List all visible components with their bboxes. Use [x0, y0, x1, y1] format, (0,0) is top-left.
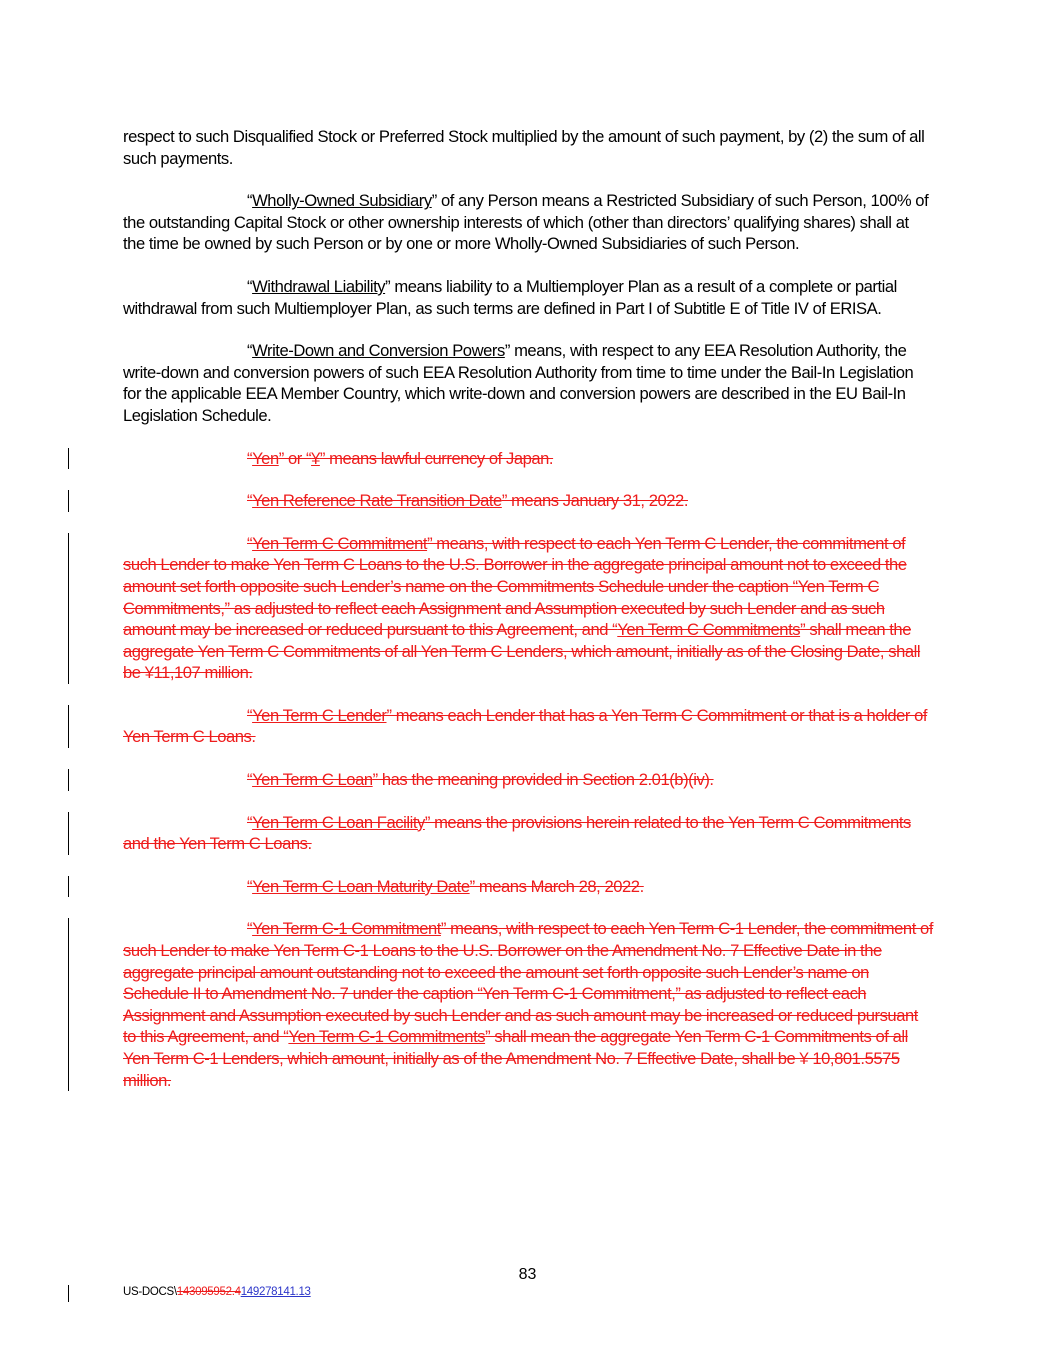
defined-term: Yen	[252, 448, 279, 468]
document-body	[123, 126, 933, 1112]
paragraph-text: respect to such Disqualified Stock or Preferred Stock multiplied by the amount of such payment, by (2) the sum of all such payments.	[123, 127, 925, 168]
deleted-definition-paragraph	[123, 918, 933, 1091]
paragraph-text: “	[247, 812, 253, 832]
paragraph-text: ” means each Lender that has a Yen Term C Commitment or that is a holder of Yen Term C Loans.	[123, 705, 928, 747]
document-id-prefix: US-DOCS\	[123, 1286, 177, 1298]
paragraph-text: ” means, with respect to any EEA Resolution Authority, the write-down and conversion powers of such EEA Resolution Authority from time to time under the Bail-In Legislation for the applicable EEA Member Country, which write-down and conversion powers are described in the EU Bail-In Legislation Schedule.	[123, 341, 914, 425]
definition-paragraph	[123, 276, 933, 319]
paragraph-text: ” means January 31, 2022.	[501, 491, 688, 511]
change-bar	[68, 876, 69, 898]
change-bar	[68, 769, 69, 791]
deleted-definition-paragraph	[123, 705, 933, 748]
defined-term: Withdrawal Liability	[252, 276, 386, 296]
change-bar	[68, 490, 69, 512]
page-number: 83	[518, 1266, 537, 1283]
defined-term: Yen Term C-1 Commitments	[288, 1027, 486, 1047]
defined-term: Wholly-Owned Subsidiary	[252, 191, 432, 211]
defined-term: Yen Reference Rate Transition Date	[252, 491, 502, 511]
paragraph-text: ” or “	[278, 448, 312, 468]
defined-term: ¥	[311, 448, 320, 468]
definition-paragraph	[123, 340, 933, 426]
change-bar	[68, 812, 69, 855]
paragraph-text: ” means, with respect to each Yen Term C-1 Lender, the commitment of such Lender to make Yen Term C-1 Loans to the U.S. Borrower on the Amendment No. 7 Effective Date in the aggregate principal amount outstanding not to exceed the amount set forth opposite such Lender’s name on Schedule II to Amendment No. 7 under the caption “Yen Term C-1 Commitment,” as adjusted to reflect each Assignment and Assumption executed by such Lender and as such amount may be increased or reduced pursuant to this Agreement, and “	[123, 919, 933, 1047]
paragraph-text: “	[247, 491, 253, 511]
change-bar	[68, 705, 69, 748]
defined-term: Yen Term C Lender	[252, 705, 387, 725]
paragraph-text: ” means lawful currency of Japan.	[319, 448, 554, 468]
paragraph-text: “	[247, 341, 253, 361]
paragraph-text: “	[247, 919, 253, 939]
defined-term: Write-Down and Conversion Powers	[252, 341, 505, 361]
definition-paragraph	[123, 126, 933, 169]
paragraph-text: “	[247, 770, 253, 790]
deleted-definition-paragraph	[123, 448, 933, 470]
document-id-deleted: 143095952.4	[176, 1286, 241, 1298]
paragraph-text: ” shall mean the aggregate Yen Term C Commitments of all Yen Term C Lenders, which amount, initially as of the Closing Date, shall be ¥11,107 million.	[123, 620, 921, 683]
paragraph-text: “	[247, 876, 253, 896]
defined-term: Yen Term C Loan Facility	[252, 812, 425, 832]
paragraph-text: ” means, with respect to each Yen Term C Lender, the commitment of such Lender to make Yen Term C Loans to the U.S. Borrower in the aggregate principal amount not to exceed the amount set forth opposite such Lender’s name on the Commitments Schedule under the caption “Yen Term C Commitments,” as adjusted to reflect each Assignment and Assumption executed by such Lender and as such amount may be increased or reduced pursuant to this Agreement, and “	[123, 533, 907, 640]
paragraph-text: ” means liability to a Multiemployer Plan as a result of a complete or partial withdrawal from such Multiemployer Plan, as such terms are defined in Part I of Subtitle E of Title IV of ERISA.	[123, 276, 897, 318]
defined-term: Yen Term C Commitment	[252, 533, 428, 553]
paragraph-text: ” has the meaning provided in Section 2.01(b)(iv).	[372, 770, 714, 790]
change-bar	[68, 533, 69, 684]
paragraph-text: ” shall mean the aggregate Yen Term C-1 Commitments of all Yen Term C-1 Lenders, which amount, initially as of the Amendment No. 7 Effective Date, shall be ¥ 10,801.5575 million.	[123, 1027, 908, 1090]
paragraph-text: ” of any Person means a Restricted Subsidiary of such Person, 100% of the outstanding Capital Stock or other ownership interests of which (other than directors’ qualifying shares) shall at the time be owned by such Person or by one or more Wholly-Owned Subsidiaries of such Person.	[123, 191, 929, 254]
paragraph-text: “	[247, 276, 253, 296]
defined-term: Yen Term C Commitments	[617, 620, 801, 640]
change-bar	[68, 1285, 69, 1302]
defined-term: Yen Term C-1 Commitment	[252, 919, 441, 939]
paragraph-text: “	[247, 448, 253, 468]
definition-paragraph	[123, 190, 933, 255]
deleted-definition-paragraph	[123, 812, 933, 855]
paragraph-text: “	[247, 191, 253, 211]
deleted-definition-paragraph	[123, 769, 933, 791]
paragraph-text: “	[247, 533, 253, 553]
paragraph-text: ” means the provisions herein related to the Yen Term C Commitments and the Yen Term C Loans.	[123, 812, 911, 854]
paragraph-text: “	[247, 705, 253, 725]
change-bar	[68, 448, 69, 470]
deleted-definition-paragraph	[123, 533, 933, 684]
document-id-inserted: 149278141.13	[240, 1286, 311, 1298]
defined-term: Yen Term C Loan Maturity Date	[252, 876, 470, 896]
paragraph-text: ” means March 28, 2022.	[469, 876, 644, 896]
document-id	[123, 1286, 311, 1298]
change-bar	[68, 918, 69, 1091]
deleted-definition-paragraph	[123, 876, 933, 898]
deleted-definition-paragraph	[123, 490, 933, 512]
defined-term: Yen Term C Loan	[252, 770, 373, 790]
